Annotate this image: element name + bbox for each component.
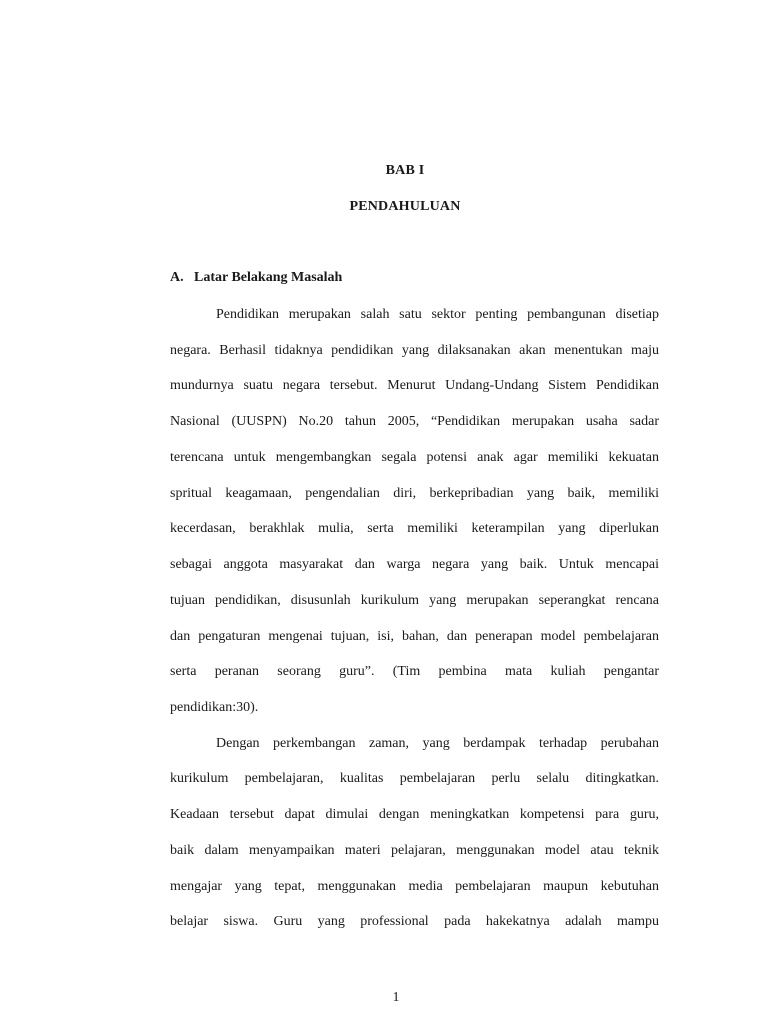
- chapter-title: PENDAHULUAN: [349, 199, 461, 214]
- section-letter: A.: [170, 270, 184, 285]
- section-title: Latar Belakang Masalah: [194, 270, 343, 285]
- paragraph-line: pendidikan:30).: [170, 700, 259, 715]
- paragraph-line: Pendidikan merupakan salah satu sektor penting pembangunan disetiap: [216, 307, 659, 322]
- paragraph-line: baik dalam menyampaikan materi pelajaran, menggunakan model atau teknik: [170, 843, 659, 858]
- paragraph-line: kurikulum pembelajaran, kualitas pembelajaran perlu selalu ditingkatkan.: [170, 771, 659, 786]
- paragraph-line: terencana untuk mengembangkan segala potensi anak agar memiliki kekuatan: [170, 450, 659, 465]
- paragraph-line: negara. Berhasil tidaknya pendidikan yang dilaksanakan akan menentukan maju: [170, 343, 659, 358]
- paragraph-line: kecerdasan, berakhlak mulia, serta memiliki keterampilan yang diperlukan: [170, 521, 659, 536]
- paragraph-line: Nasional (UUSPN) No.20 tahun 2005, “Pendidikan merupakan usaha sadar: [170, 414, 659, 429]
- paragraph-line: Keadaan tersebut dapat dimulai dengan meningkatkan kompetensi para guru,: [170, 807, 659, 822]
- paragraph-line: tujuan pendidikan, disusunlah kurikulum yang merupakan seperangkat rencana: [170, 593, 659, 608]
- paragraph-line: Dengan perkembangan zaman, yang berdampak terhadap perubahan: [216, 736, 659, 751]
- paragraph-line: mundurnya suatu negara tersebut. Menurut Undang-Undang Sistem Pendidikan: [170, 378, 659, 393]
- paragraph-line: dan pengaturan mengenai tujuan, isi, bahan, dan penerapan model pembelajaran: [170, 629, 659, 644]
- paragraph-line: sebagai anggota masyarakat dan warga negara yang baik. Untuk mencapai: [170, 557, 659, 572]
- page-number: 1: [392, 990, 400, 1005]
- chapter-number: BAB I: [385, 163, 425, 178]
- paragraph-line: mengajar yang tepat, menggunakan media pembelajaran maupun kebutuhan: [170, 879, 659, 894]
- paragraph-line: spritual keagamaan, pengendalian diri, berkepribadian yang baik, memiliki: [170, 486, 659, 501]
- section-heading: [170, 270, 342, 286]
- paragraph-line: belajar siswa. Guru yang professional pada hakekatnya adalah mampu: [170, 914, 659, 929]
- paragraph-line: serta peranan seorang guru”. (Tim pembina mata kuliah pengantar: [170, 664, 659, 679]
